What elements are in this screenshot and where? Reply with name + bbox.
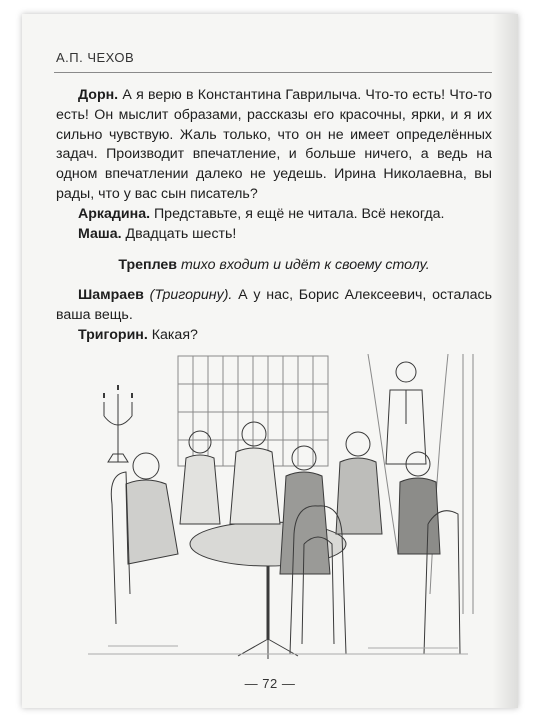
book-page — [22, 14, 518, 708]
page-number — [22, 676, 518, 691]
speaker-name: Маша. — [78, 225, 122, 242]
speech-text: А я верю в Константина Гаврилыча. Что-то есть! Что-то есть! Он мыслит образами, рассказы его красочны, ярки, и я их сильно чувствую. Жаль только, что он не имеет определённых задач. Производит впечатление, и больше ничего, а ведь на одном впечатлении далеко не уедешь. Ирина Николаевна, вы рады, что у вас сын писатель? — [56, 87, 492, 202]
page-number-text: — 72 — — [244, 676, 296, 691]
speech-text: Двадцать шесть! — [121, 225, 237, 242]
speaker-name: Тригорин. — [78, 326, 148, 343]
speech-trigorin — [56, 326, 492, 346]
speech-dorn — [56, 86, 492, 205]
speech-text: А у нас, Борис Алексеевич, осталась ваша вещь. — [56, 287, 492, 323]
stage-speaker: Треплев — [118, 257, 178, 274]
illustration-card-game — [68, 354, 484, 664]
running-title: А.П. ЧЕХОВ — [56, 50, 135, 65]
speech-aside: (Тригорину). — [143, 287, 233, 304]
speech-arkadina — [56, 205, 492, 225]
speech-masha — [56, 225, 492, 245]
floor-shading — [88, 646, 468, 654]
speaker-name: Шамраев — [78, 287, 144, 304]
speech-shamraev — [56, 286, 492, 326]
stage-text: тихо входит и идёт к своему столу. — [177, 257, 430, 274]
speech-text: Какая? — [147, 326, 198, 343]
speech-text: Представьте, я ещё не читала. Всё некогда. — [150, 205, 445, 222]
header-rule — [54, 72, 492, 73]
stage-direction — [56, 256, 492, 276]
speaker-name: Аркадина. — [78, 205, 151, 222]
candelabra-drawing — [104, 385, 132, 462]
standing-man-drawing — [386, 362, 426, 464]
speaker-name: Дорн. — [78, 87, 119, 103]
play-text — [56, 86, 492, 346]
